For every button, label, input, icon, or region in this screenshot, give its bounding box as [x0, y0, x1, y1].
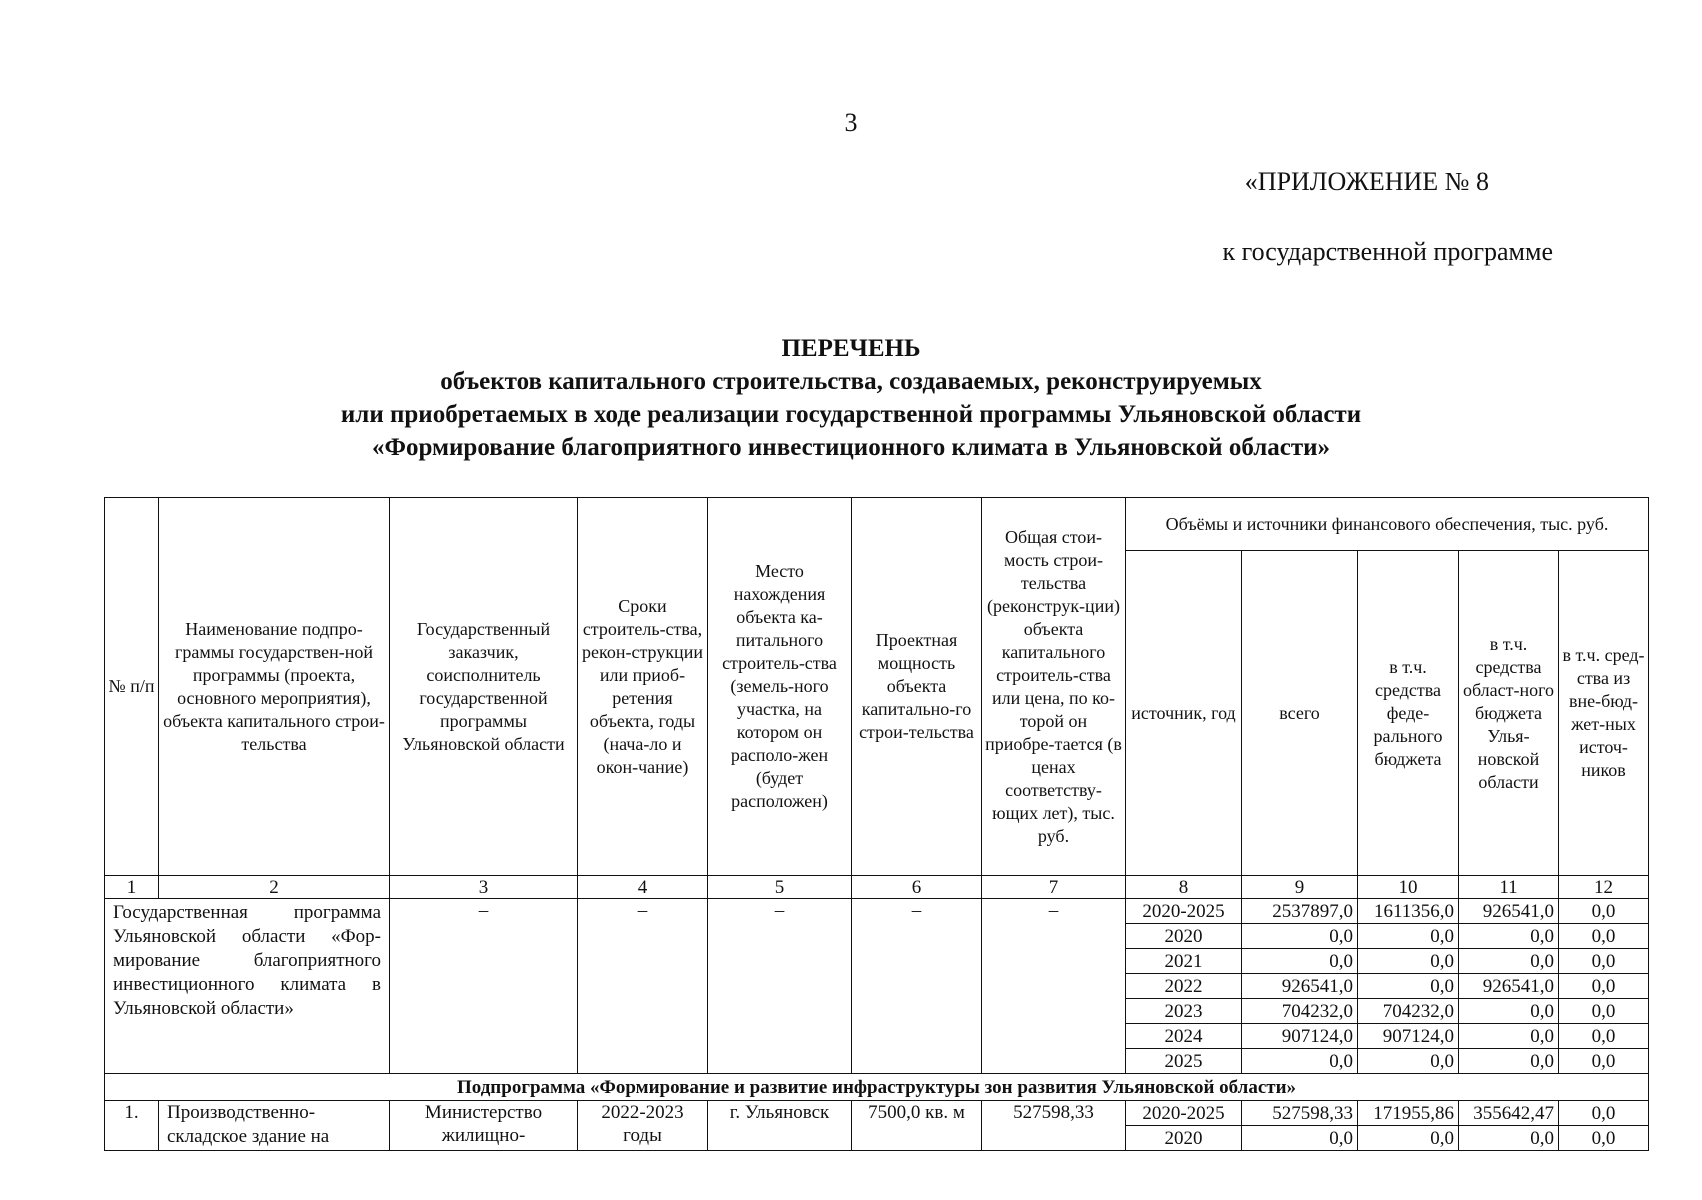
cell-extra: 0,0	[1559, 1024, 1649, 1049]
col-number: 11	[1459, 876, 1559, 899]
table-row	[105, 1101, 1649, 1126]
object-capacity: 7500,0 кв. м	[852, 1101, 982, 1151]
cell-total: 0,0	[1242, 949, 1358, 974]
cell-regional: 926541,0	[1459, 899, 1559, 924]
header-funding-group: Объёмы и источники финансового обеспечения, тыс. руб.	[1126, 498, 1649, 551]
cell-extra: 0,0	[1559, 949, 1649, 974]
appendix-label: «ПРИЛОЖЕНИЕ № 8	[1244, 167, 1489, 196]
title-line-3: или приобретаемых в ходе реализации государственной программы Ульяновской области	[340, 401, 1362, 428]
program-cost: –	[982, 899, 1126, 1074]
col-number: 4	[578, 876, 708, 899]
objects-table	[104, 497, 1649, 1151]
cell-source: 2020	[1126, 1126, 1242, 1151]
col-number: 1	[105, 876, 159, 899]
object-customer: Министерство жилищно-	[390, 1101, 578, 1151]
col-number: 5	[708, 876, 852, 899]
cell-extra: 0,0	[1559, 1101, 1649, 1126]
document-title	[0, 332, 1702, 464]
header-customer: Государственный заказчик, соисполнитель государственной программы Ульяновской области	[390, 498, 578, 876]
cell-extra: 0,0	[1559, 1126, 1649, 1151]
cell-extra: 0,0	[1559, 1049, 1649, 1074]
col-number: 2	[159, 876, 390, 899]
program-customer: –	[390, 899, 578, 1074]
col-number: 12	[1559, 876, 1649, 899]
cell-total: 2537897,0	[1242, 899, 1358, 924]
program-name: Государственная программа Ульяновской области «Фор-мирование благоприятного инвестиционного климата в Ульяновской области»	[105, 899, 390, 1074]
title-line-2: объектов капитального строительства, создаваемых, реконструируемых	[440, 368, 1262, 395]
object-period: 2022-2023 годы	[578, 1101, 708, 1151]
cell-federal: 0,0	[1358, 1049, 1459, 1074]
cell-federal: 0,0	[1358, 949, 1459, 974]
subprogram-title: Подпрограмма «Формирование и развитие инфраструктуры зон развития Ульяновской области»	[105, 1074, 1649, 1101]
title-line-4: «Формирование благоприятного инвестиционного климата в Ульяновской области»	[371, 434, 1331, 461]
cell-federal: 1611356,0	[1358, 899, 1459, 924]
cell-source: 2022	[1126, 974, 1242, 999]
header-federal: в т.ч. средства феде-рального бюджета	[1358, 551, 1459, 876]
cell-regional: 926541,0	[1459, 974, 1559, 999]
object-cost: 527598,33	[982, 1101, 1126, 1151]
cell-extra: 0,0	[1559, 974, 1649, 999]
cell-federal: 171955,86	[1358, 1101, 1459, 1126]
page-number: 3	[844, 108, 858, 137]
header-place: Место нахождения объекта ка-питального строитель-ства (земель-ного участка, на котором он располо-жен (будет расположен)	[708, 498, 852, 876]
object-place: г. Ульяновск	[708, 1101, 852, 1151]
cell-federal: 907124,0	[1358, 1024, 1459, 1049]
cell-federal: 0,0	[1358, 924, 1459, 949]
cell-source: 2020	[1126, 924, 1242, 949]
cell-total: 527598,33	[1242, 1101, 1358, 1126]
col-number: 10	[1358, 876, 1459, 899]
header-name: Наименование подпро-граммы государствен-ной программы (проекта, основного мероприятия), объекта капитального строи-тельства	[159, 498, 390, 876]
cell-source: 2023	[1126, 999, 1242, 1024]
cell-total: 0,0	[1242, 924, 1358, 949]
cell-federal: 0,0	[1358, 1126, 1459, 1151]
header-total: всего	[1242, 551, 1358, 876]
col-number: 7	[982, 876, 1126, 899]
program-capacity: –	[852, 899, 982, 1074]
cell-source: 2024	[1126, 1024, 1242, 1049]
cell-total: 0,0	[1242, 1126, 1358, 1151]
cell-source: 2025	[1126, 1049, 1242, 1074]
cell-regional: 0,0	[1459, 1024, 1559, 1049]
cell-regional: 0,0	[1459, 949, 1559, 974]
header-capacity: Проектная мощность объекта капитально-го строи-тельства	[852, 498, 982, 876]
cell-source: 2020-2025	[1126, 899, 1242, 924]
cell-regional: 0,0	[1459, 1049, 1559, 1074]
cell-extra: 0,0	[1559, 999, 1649, 1024]
col-number: 9	[1242, 876, 1358, 899]
program-period: –	[578, 899, 708, 1074]
header-source: источник, год	[1126, 551, 1242, 876]
cell-regional: 0,0	[1459, 1126, 1559, 1151]
cell-regional: 355642,47	[1459, 1101, 1559, 1126]
cell-extra: 0,0	[1559, 899, 1649, 924]
table-row	[105, 899, 1649, 924]
appendix-subtitle: к государственной программе	[1222, 237, 1553, 266]
col-number: 8	[1126, 876, 1242, 899]
cell-regional: 0,0	[1459, 924, 1559, 949]
header-period: Сроки строитель-ства, рекон-струкции или приоб-ретения объекта, годы (нача-ло и окон-чание)	[578, 498, 708, 876]
object-number: 1.	[105, 1101, 159, 1151]
col-number: 3	[390, 876, 578, 899]
header-regional: в т.ч. средства област-ного бюджета Улья-новской области	[1459, 551, 1559, 876]
cell-extra: 0,0	[1559, 924, 1649, 949]
object-name: Производственно-складское здание на	[159, 1101, 390, 1151]
title-line-1: ПЕРЕЧЕНЬ	[781, 335, 921, 362]
cell-source: 2020-2025	[1126, 1101, 1242, 1126]
cell-total: 926541,0	[1242, 974, 1358, 999]
cell-total: 0,0	[1242, 1049, 1358, 1074]
header-cost: Общая стои-мость строи-тельства (реконструк-ции) объекта капитального строитель-ства или цена, по ко-торой он приобре-тается (в ценах соответству-ющих лет), тыс. руб.	[982, 498, 1126, 876]
program-place: –	[708, 899, 852, 1074]
cell-federal: 704232,0	[1358, 999, 1459, 1024]
col-number: 6	[852, 876, 982, 899]
cell-total: 704232,0	[1242, 999, 1358, 1024]
cell-source: 2021	[1126, 949, 1242, 974]
cell-federal: 0,0	[1358, 974, 1459, 999]
header-num: № п/п	[105, 498, 159, 876]
header-extra: в т.ч. сред-ства из вне-бюд-жет-ных источ-ников	[1559, 551, 1649, 876]
cell-total: 907124,0	[1242, 1024, 1358, 1049]
cell-regional: 0,0	[1459, 999, 1559, 1024]
